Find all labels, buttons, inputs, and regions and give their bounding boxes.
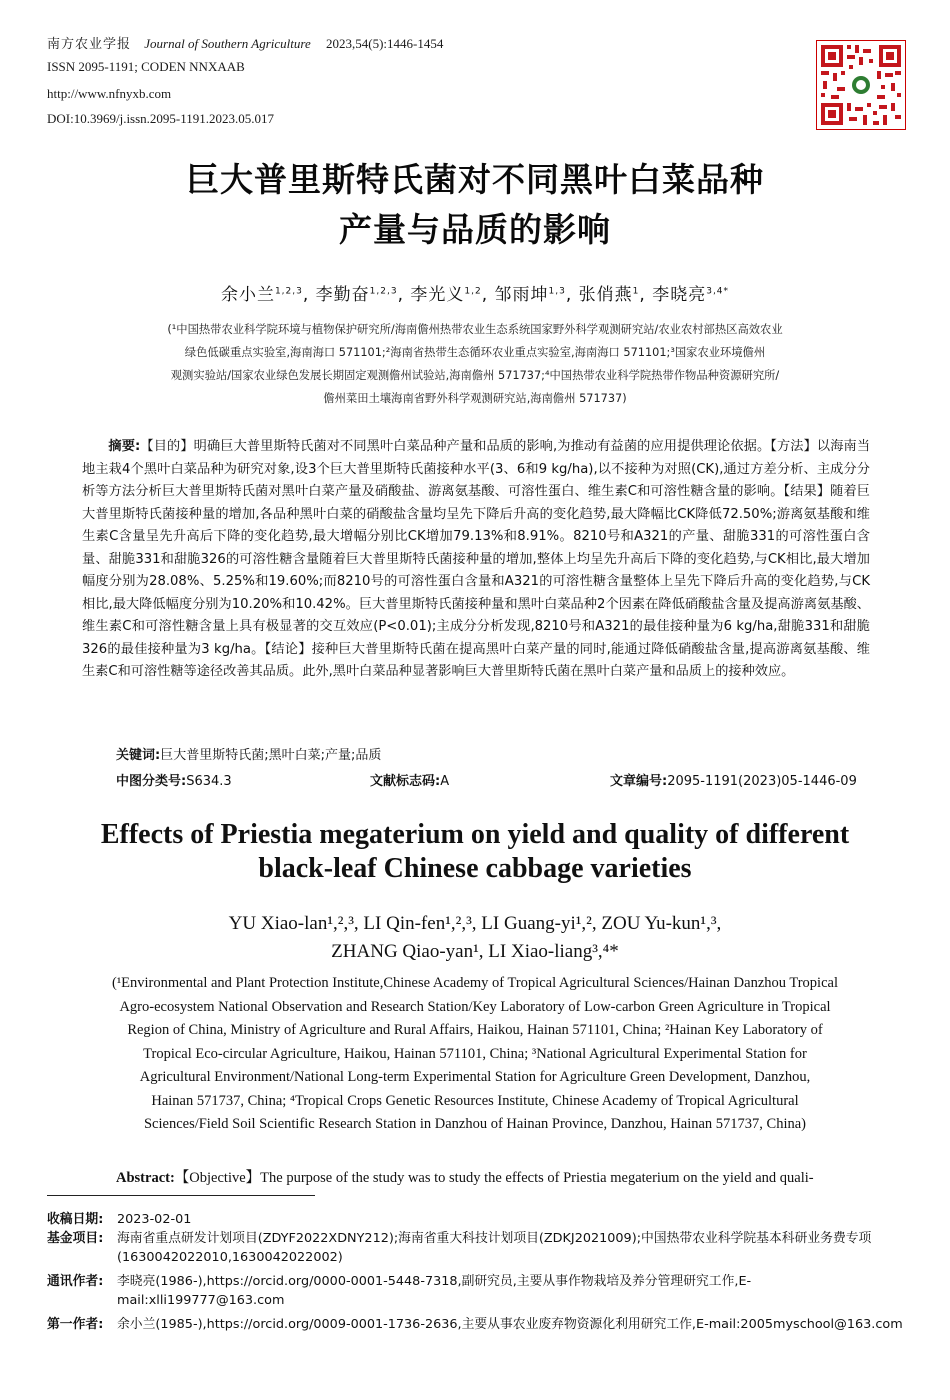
footnote-corresponding-author: 通讯作者: 李晓亮(1986-),https://orcid.org/0000-0001-5448-7318,副研究员,主要从事作物栽培及养分管理研究工作,E-mail:xlli199777@163.com — [47, 1274, 752, 1308]
journal-url[interactable]: http://www.nfnyxb.com — [47, 86, 172, 101]
affiliations-cn — [80, 318, 870, 410]
affiliation-line: 观测实验站/国家农业绿色发展长期固定观测儋州试验站,海南儋州 571737;⁴中国热带农业科学院热带作物品种资源研究所/ — [170, 369, 780, 382]
qr-code-image — [817, 41, 905, 129]
affiliations-en — [80, 972, 870, 1137]
affiliation-en-line: Tropical Eco-circular Agriculture, Haikou, Hainan 571101, China; ³National Agricultural Experimental Station for — [143, 1045, 807, 1062]
author-cn: 李晓亮 — [652, 285, 707, 305]
affiliation-en-line: Agricultural Environment/National Long-term Experimental Station for Agriculture Green Development, Danzhou, — [139, 1069, 811, 1085]
affiliation-en-line: Agro-ecosystem National Observation and Research Station/Key Laboratory of Low-carbon Green Agriculture in Tropical — [119, 998, 831, 1015]
affiliation-line: (¹中国热带农业科学院环境与植物保护研究所/海南儋州热带农业生态系统国家野外科学观测研究站/农业农村部热区高效农业 — [167, 323, 783, 336]
document-code: 文献标志码:A — [370, 774, 450, 789]
journal-header — [47, 36, 443, 53]
author-cn: 李勤奋 — [315, 285, 370, 305]
article-number: 文章编号:2095-1191(2023)05-1446-09 — [610, 774, 857, 789]
affiliation-en-line: (¹Environmental and Plant Protection Institute,Chinese Academy of Tropical Agricultural Sciences/Hainan Danzhou Tropical — [112, 975, 838, 991]
affiliation-line: 绿色低碳重点实验室,海南海口 571101;²海南省热带生态循环农业重点实验室,海南海口 571101;³国家农业环境儋州 — [184, 346, 766, 359]
title-en — [0, 818, 950, 886]
abstract-cn-text: 【目的】明确巨大普里斯特氏菌对不同黑叶白菜品种产量和品质的影响,为推动有益菌的应用提供理论依据。【方法】以海南当地主栽4个黑叶白菜品种为研究对象,设3个巨大普里斯特氏菌接种水平(3、6和9 kg/ha),以不接种为对照(CK),通过方差分析、主成分分析等方法分析巨大普里斯特氏菌对黑叶白菜产量及硝酸盐、游离氨基酸、可溶性蛋白、维生素C和可溶性糖含量的影响。【结果】随着巨大普里斯特氏菌接种量的增加,各品种黑叶白菜的硝酸盐含量均呈先下降后升高的变化趋势,最大降幅比CK降低72.50%;游离氨基酸和维生素C含量呈先升高后下降的变化趋势,最大增幅分别比CK增加79.13%和8.91%。8210号和A321的产量、甜脆331的可溶性蛋白含量、甜脆331和甜脆326的可溶性糖含量随着巨大普里斯特氏菌接种量的增加,整体上均呈先升高后下降的变化趋势,与CK相比,最大增加幅度分别为28.08%、5.25%和19.60%;而8210号的可溶性蛋白含量和A321的可溶性糖含量整体上呈先下降后升高的变化趋势,与CK相比,最大降低幅度分别为10.20%和10.42%。巨大普里斯特氏菌接种量和黑叶白菜品种2个因素在降低硝酸盐含量及提高游离氨基酸、维生素C和可溶性糖含量上具有极显著的交互效应(P<0.01);主成分分析发现,8210号和A321的最佳接种量为6 kg/ha,甜脆331和甜脆326的最佳接种量为3 kg/ha。【结论】接种巨大普里斯特氏菌在提高黑叶白菜产量的同时,能通过降低硝酸盐含量,提高游离氨基酸、维生素C和可溶性糖等途径改善其品质。此外,黑叶白菜品种显著影响巨大普里斯特氏菌在黑叶白菜产量和品质上的接种效应。 — [82, 439, 871, 679]
affiliation-en-line: Hainan 571737, China; ⁴Tropical Crops Genetic Resources Institute, Chinese Academy of Tropical Agricultural — [151, 1092, 799, 1109]
affiliation-en-line: Region of China, Ministry of Agriculture and Rural Affairs, Haikou, Hainan 571101, China; ²Hainan Key Laboratory of — [127, 1022, 823, 1038]
authors-en-line-1: YU Xiao-lan¹,²,³, LI Qin-fen¹,²,³, LI Guang-yi¹,², ZOU Yu-kun¹,³, — [228, 913, 722, 934]
author-cn: 李光义 — [410, 285, 465, 305]
volume-info: 2023,54(5):1446-1454 — [325, 36, 444, 51]
journal-name-en: Journal of Southern Agriculture — [144, 36, 311, 51]
title-cn-line-2: 产量与品质的影响 — [339, 210, 611, 249]
footnote-received: 收稿日期: 2023-02-01 — [47, 1212, 192, 1227]
classification-number: 中图分类号:S634.3 — [116, 774, 232, 789]
affiliation-en-line: Sciences/Field Soil Scientific Research Station in Danzhou of Hainan Province, Danzhou, Hainan 571737, China) — [143, 1116, 806, 1132]
title-cn-line-1: 巨大普里斯特氏菌对不同黑叶白菜品种 — [186, 160, 764, 199]
abstract-cn — [82, 436, 870, 684]
authors-en-line-2: ZHANG Qiao-yan¹, LI Xiao-liang³,⁴* — [331, 941, 619, 962]
title-en-line-1: Effects of Priestia megaterium on yield and quality of different — [100, 819, 850, 850]
abstract-en-text: 【Objective】The purpose of the study was to study the effects of Priestia megaterium on the yield and quali- — [174, 1170, 814, 1186]
doi-line[interactable]: DOI:10.3969/j.issn.2095-1191.2023.05.017 — [47, 111, 275, 126]
abstract-en — [116, 1166, 876, 1187]
issn-line: ISSN 2095-1191; CODEN NNXAAB — [47, 59, 245, 74]
journal-name-cn: 南方农业学报 — [47, 37, 132, 52]
abstract-en-label: Abstract: — [116, 1170, 175, 1186]
author-cn: 张俏燕 — [578, 285, 633, 305]
authors-en — [0, 910, 950, 966]
footnote-funding: 基金项目: 海南省重点研发计划项目(ZDYF2022XDNY212);海南省重大科技计划项目(ZDKJ2021009);中国热带农业科学院基本科研业务费专项(1630042022010,1630042022002) — [47, 1231, 872, 1265]
author-cn: 余小兰 — [220, 285, 275, 305]
author-cn: 邹雨坤 — [494, 285, 549, 305]
qr-code — [816, 40, 906, 130]
footnote-divider — [47, 1195, 315, 1196]
keywords-cn: 关键词:巨大普里斯特氏菌;黑叶白菜;产量;品质 — [116, 748, 382, 763]
affiliation-line: 儋州菜田土壤海南省野外科学观测研究站,海南儋州 571737) — [323, 392, 627, 405]
title-en-line-2: black-leaf Chinese cabbage varieties — [258, 853, 692, 884]
authors-cn: 余小兰$^{1,2,3}$, 李勤奋$^{1,2,3}$, 李光义$^{1,2}$, 邹雨坤$^{1,3}$, 张俏燕$^1$, 李晓亮$^{3,4*}$ — [220, 285, 730, 305]
abstract-cn-label: 摘要: — [108, 439, 141, 454]
footnote-first-author: 第一作者: 余小兰(1985-),https://orcid.org/0009-0001-1736-2636,主要从事农业废弃物资源化利用研究工作,E-mail:2005myschool@163.com — [47, 1317, 903, 1332]
